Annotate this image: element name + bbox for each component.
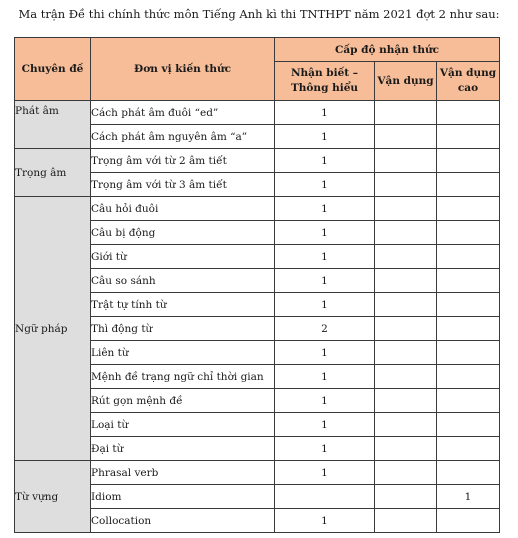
unit-cell: Loại từ xyxy=(91,413,275,437)
count-recognition: 1 xyxy=(275,389,375,413)
count-recognition: 1 xyxy=(275,437,375,461)
count-recognition: 1 xyxy=(275,365,375,389)
count-high-application xyxy=(437,365,500,389)
count-recognition: 1 xyxy=(275,509,375,533)
count-recognition: 1 xyxy=(275,461,375,485)
count-high-application xyxy=(437,389,500,413)
count-application xyxy=(375,413,437,437)
count-application xyxy=(375,149,437,173)
unit-cell: Câu so sánh xyxy=(91,269,275,293)
count-high-application xyxy=(437,341,500,365)
count-high-application xyxy=(437,197,500,221)
count-high-application xyxy=(437,413,500,437)
count-application xyxy=(375,341,437,365)
unit-cell: Câu bị động xyxy=(91,221,275,245)
count-recognition: 1 xyxy=(275,221,375,245)
count-application xyxy=(375,317,437,341)
table-row xyxy=(15,197,500,221)
count-application xyxy=(375,509,437,533)
count-application xyxy=(375,461,437,485)
count-application xyxy=(375,293,437,317)
topic-cell: Trọng âm xyxy=(15,149,91,197)
count-high-application xyxy=(437,317,500,341)
count-recognition: 1 xyxy=(275,149,375,173)
unit-cell: Mệnh đề trạng ngữ chỉ thời gian xyxy=(91,365,275,389)
count-application xyxy=(375,125,437,149)
header-level-application: Vận dụng xyxy=(375,62,437,101)
topic-cell: Phát âm xyxy=(15,101,91,149)
knowledge-matrix-table xyxy=(14,37,500,533)
count-high-application xyxy=(437,125,500,149)
count-high-application xyxy=(437,149,500,173)
unit-cell: Liên từ xyxy=(91,341,275,365)
table-row xyxy=(15,149,500,173)
unit-cell: Câu hỏi đuôi xyxy=(91,197,275,221)
count-application xyxy=(375,101,437,125)
count-high-application xyxy=(437,437,500,461)
count-application xyxy=(375,269,437,293)
count-high-application xyxy=(437,173,500,197)
unit-cell: Rút gọn mệnh đề xyxy=(91,389,275,413)
count-high-application xyxy=(437,269,500,293)
unit-cell: Đại từ xyxy=(91,437,275,461)
count-high-application xyxy=(437,221,500,245)
header-unit: Đơn vị kiến thức xyxy=(91,38,275,101)
count-high-application xyxy=(437,461,500,485)
count-recognition: 1 xyxy=(275,269,375,293)
count-high-application xyxy=(437,101,500,125)
count-high-application xyxy=(437,509,500,533)
count-application xyxy=(375,437,437,461)
unit-cell: Trọng âm với từ 3 âm tiết xyxy=(91,173,275,197)
unit-cell: Trật tự tính từ xyxy=(91,293,275,317)
count-application xyxy=(375,173,437,197)
header-level-recognition: Nhận biết – Thông hiểu xyxy=(275,62,375,101)
count-recognition: 1 xyxy=(275,125,375,149)
count-application xyxy=(375,245,437,269)
unit-cell: Thì động từ xyxy=(91,317,275,341)
table-row xyxy=(15,461,500,485)
header-topic: Chuyên đề xyxy=(15,38,91,101)
unit-cell: Trọng âm với từ 2 âm tiết xyxy=(91,149,275,173)
count-recognition: 1 xyxy=(275,245,375,269)
count-application xyxy=(375,197,437,221)
header-level-high-application: Vận dụng cao xyxy=(437,62,500,101)
unit-cell: Cách phát âm nguyên âm “a” xyxy=(91,125,275,149)
unit-cell: Collocation xyxy=(91,509,275,533)
count-recognition: 1 xyxy=(275,173,375,197)
unit-cell: Cách phát âm đuôi “ed” xyxy=(91,101,275,125)
topic-cell: Từ vựng xyxy=(15,461,91,533)
count-high-application xyxy=(437,245,500,269)
count-recognition: 2 xyxy=(275,317,375,341)
count-high-application xyxy=(437,293,500,317)
table-row xyxy=(15,101,500,125)
count-application xyxy=(375,485,437,509)
unit-cell: Giới từ xyxy=(91,245,275,269)
count-application xyxy=(375,389,437,413)
count-application xyxy=(375,365,437,389)
count-recognition: 1 xyxy=(275,413,375,437)
count-recognition: 1 xyxy=(275,101,375,125)
topic-cell: Ngữ pháp xyxy=(15,197,91,461)
count-recognition: 1 xyxy=(275,197,375,221)
unit-cell: Phrasal verb xyxy=(91,461,275,485)
count-high-application: 1 xyxy=(437,485,500,509)
count-recognition: 1 xyxy=(275,341,375,365)
count-application xyxy=(375,221,437,245)
unit-cell: Idiom xyxy=(91,485,275,509)
count-recognition: 1 xyxy=(275,293,375,317)
count-recognition xyxy=(275,485,375,509)
header-cognitive-level: Cấp độ nhận thức xyxy=(275,38,500,62)
document-caption: Ma trận Đề thi chính thức môn Tiếng Anh kì thi TNTHPT năm 2021 đợt 2 như sau: xyxy=(18,7,500,21)
